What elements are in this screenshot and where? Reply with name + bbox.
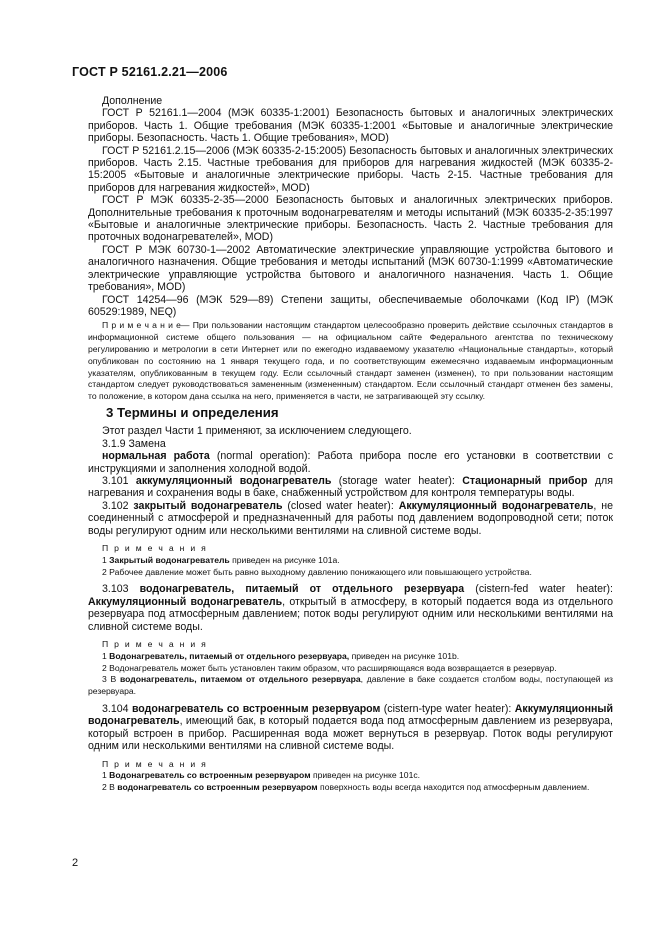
term-ref: Аккумуляционный водонагреватель: [398, 499, 594, 512]
note-label: П р и м е ч а н и е: [102, 320, 181, 331]
definition-text: , открытый в атмосферу, в который подается вода из отдельного резервуара под атмосферным давлением; поток воды регулируют одним или несколькими вентилями на сливной системе воды.: [88, 595, 613, 633]
addendum-ref: ГОСТ Р 52161.1—2004 (МЭК 60335-1:2001) Безопасность бытовых и аналогичных электрических приборов. Часть 1. Общие требования (МЭК 60335-1:2001 «Бытовые и аналогичные электрические приборы. Безопасность. Часть 1. Общие требования», MOD): [88, 107, 613, 145]
term: закрытый водонагреватель: [133, 499, 283, 512]
definition-text: , имеющий бак, в который подается вода под атмосферным давлением из резервуара, который встроен в прибор. Расширенная вода может вернуться в резервуар. Поток воды регулируют одним или несколькими вентилями на сливной системе воды.: [88, 715, 613, 753]
term-ref: Аккумуляционный водонагреватель: [88, 702, 613, 728]
note-number: 1: [102, 770, 110, 781]
clause-number: 3.103: [102, 583, 140, 596]
note-item: [88, 651, 613, 663]
note-number: 3 В: [102, 674, 120, 685]
clause-number: 3.102: [102, 499, 134, 512]
term-english: (cistern-type water heater):: [380, 702, 515, 715]
note-text: поверхность воды всегда находится под атмосферным давлением.: [317, 782, 590, 793]
clause-replace: 3.1.9 Замена: [102, 437, 166, 450]
section-intro: Этот раздел Части 1 применяют, за исключением следующего.: [102, 425, 412, 438]
definition-3-104: [88, 703, 613, 753]
note-text: , давление в баке создается столбом воды, поступающей из резервуара.: [88, 674, 613, 697]
clause-number: 3.104: [102, 702, 132, 715]
clause-number: 3.101: [102, 474, 136, 487]
term: Водонагреватель со встроенным резервуаром: [109, 770, 311, 781]
notes-label: П р и м е ч а н и я: [102, 758, 208, 769]
note-number: 2 В: [102, 782, 118, 793]
term: Закрытый водонагреватель: [109, 554, 230, 565]
note-text: приведен на рисунке 101а.: [229, 554, 340, 565]
term-ref: Аккумуляционный водонагреватель: [88, 595, 283, 608]
definition-normal-operation: [88, 450, 613, 475]
note-item: 2 Водонагреватель может быть установлен таким образом, что расширяющаяся вода возвращается в резервуар.: [102, 662, 557, 673]
definition-3-101: [88, 475, 613, 500]
note-item: [88, 555, 613, 567]
term: Водонагреватель, питаемый от отдельного резервуара,: [109, 650, 350, 661]
term: аккумуляционный водонагреватель: [135, 474, 332, 487]
note-item: [88, 674, 613, 698]
addendum-ref: ГОСТ Р МЭК 60730-1—2002 Автоматические электрические управляющие устройства бытового и аналогичного назначения. Общие требования и методы испытаний (МЭК 60730-1:1999 «Автоматические электрические управляющие устройства бытового и аналогичного назначения. Часть 1. Общие требования», MOD): [88, 243, 613, 294]
term: нормальная работа: [102, 450, 210, 463]
note-text: приведен на рисунке 101с.: [310, 770, 421, 781]
term: водонагреватель, питаемом от отдельного резервуара: [119, 674, 361, 685]
page-body: [88, 95, 613, 794]
note-item: [88, 782, 613, 794]
addendum-ref: ГОСТ Р МЭК 60335-2-35—2000 Безопасность бытовых и аналогичных электрических приборов. Дополнительные требования к проточным водонагревателям и методы испытаний (МЭК 60335-2-35:1997 «Бытовые и аналогичные электрические приборы. Безопасность. Часть 2. Частные требования для проточных водонагревателей», MOD): [88, 194, 613, 244]
note-item: 2 Рабочее давление может быть равно выходному давлению понижающего или повышающего устройства.: [102, 566, 532, 577]
addendum-ref: ГОСТ Р 52161.2.15—2006 (МЭК 60335-2-15:2005) Безопасность бытовых и аналогичных электрических приборов. Часть 2.15. Частные требования для приборов для нагревания жидкостей (МЭК 60335-2-15:2005 «Бытовые и аналогичные электрические приборы. Часть 2-15. Частные требования для приборов для нагревания жидкостей», MOD): [88, 144, 613, 194]
definition-3-102: [88, 500, 613, 537]
note-item: [88, 770, 613, 782]
term-english: (cistern-fed water heater):: [464, 583, 613, 596]
addendum-ref: ГОСТ 14254—96 (МЭК 529—89) Степени защиты, обеспечиваемые оболочками (Код IP) (МЭК 60529:1989, NEQ): [88, 293, 613, 318]
definition-text: для нагревания и сохранения воды в баке, снабженный устройством для контроля температуры воды.: [88, 474, 613, 500]
term: водонагреватель со встроенным резервуаром: [131, 702, 381, 715]
note-number: 1: [102, 650, 110, 661]
page-number: 2: [72, 857, 79, 869]
note-text: — При пользовании настоящим стандартом целесообразно проверить действие ссылочных стандартов в информационной системе общего пользования — на официальном сайте Федерального агентства по техническому регулированию и метрологии в сети Интернет или по ежегодно издаваемому указателю «Национальные стандарты», который опубликован по состоянию на 1 января текущего года, и по соответствующим ежемесячно издаваемым информационным указателям, опубликованным в текущем году. Если ссылочный стандарт заменен (изменен), то при пользовании настоящим стандартом следует руководствоваться замененным (измененным) стандартом. Если ссылочный стандарт отменен без замены, то положение, в котором дана ссылка на него, применяется в части, не затрагивающей эту ссылку.: [88, 320, 614, 402]
definition-text: (normal operation): Работа прибора после его установки в соответствии с инструкциями и заполнения холодной водой.: [88, 450, 613, 475]
notes-label: П р и м е ч а н и я: [102, 542, 208, 553]
term: водонагреватель, питаемый от отдельного резервуара: [139, 583, 465, 596]
term-english: (storage water heater):: [331, 474, 463, 487]
document-header: ГОСТ Р 52161.2.21—2006: [72, 65, 228, 79]
term: водонагреватель со встроенным резервуаром: [117, 782, 318, 793]
notes-label: П р и м е ч а н и я: [102, 638, 208, 649]
section-title: 3 Термины и определения: [106, 404, 279, 420]
note-number: 1: [102, 554, 110, 565]
definition-text: , не соединенный с атмосферой и предназначенный для работы под давлением водопроводной сети; поток воды регулируют одним или несколькими вентилями на сливной системе воды.: [88, 499, 613, 537]
definition-3-103: [88, 583, 613, 633]
addendum-note: [88, 320, 613, 403]
term-english: (closed water heater):: [282, 499, 399, 512]
note-text: приведен на рисунке 101b.: [349, 650, 460, 661]
term-ref: Стационарный прибор: [462, 474, 588, 487]
addendum-title: Дополнение: [102, 95, 163, 107]
